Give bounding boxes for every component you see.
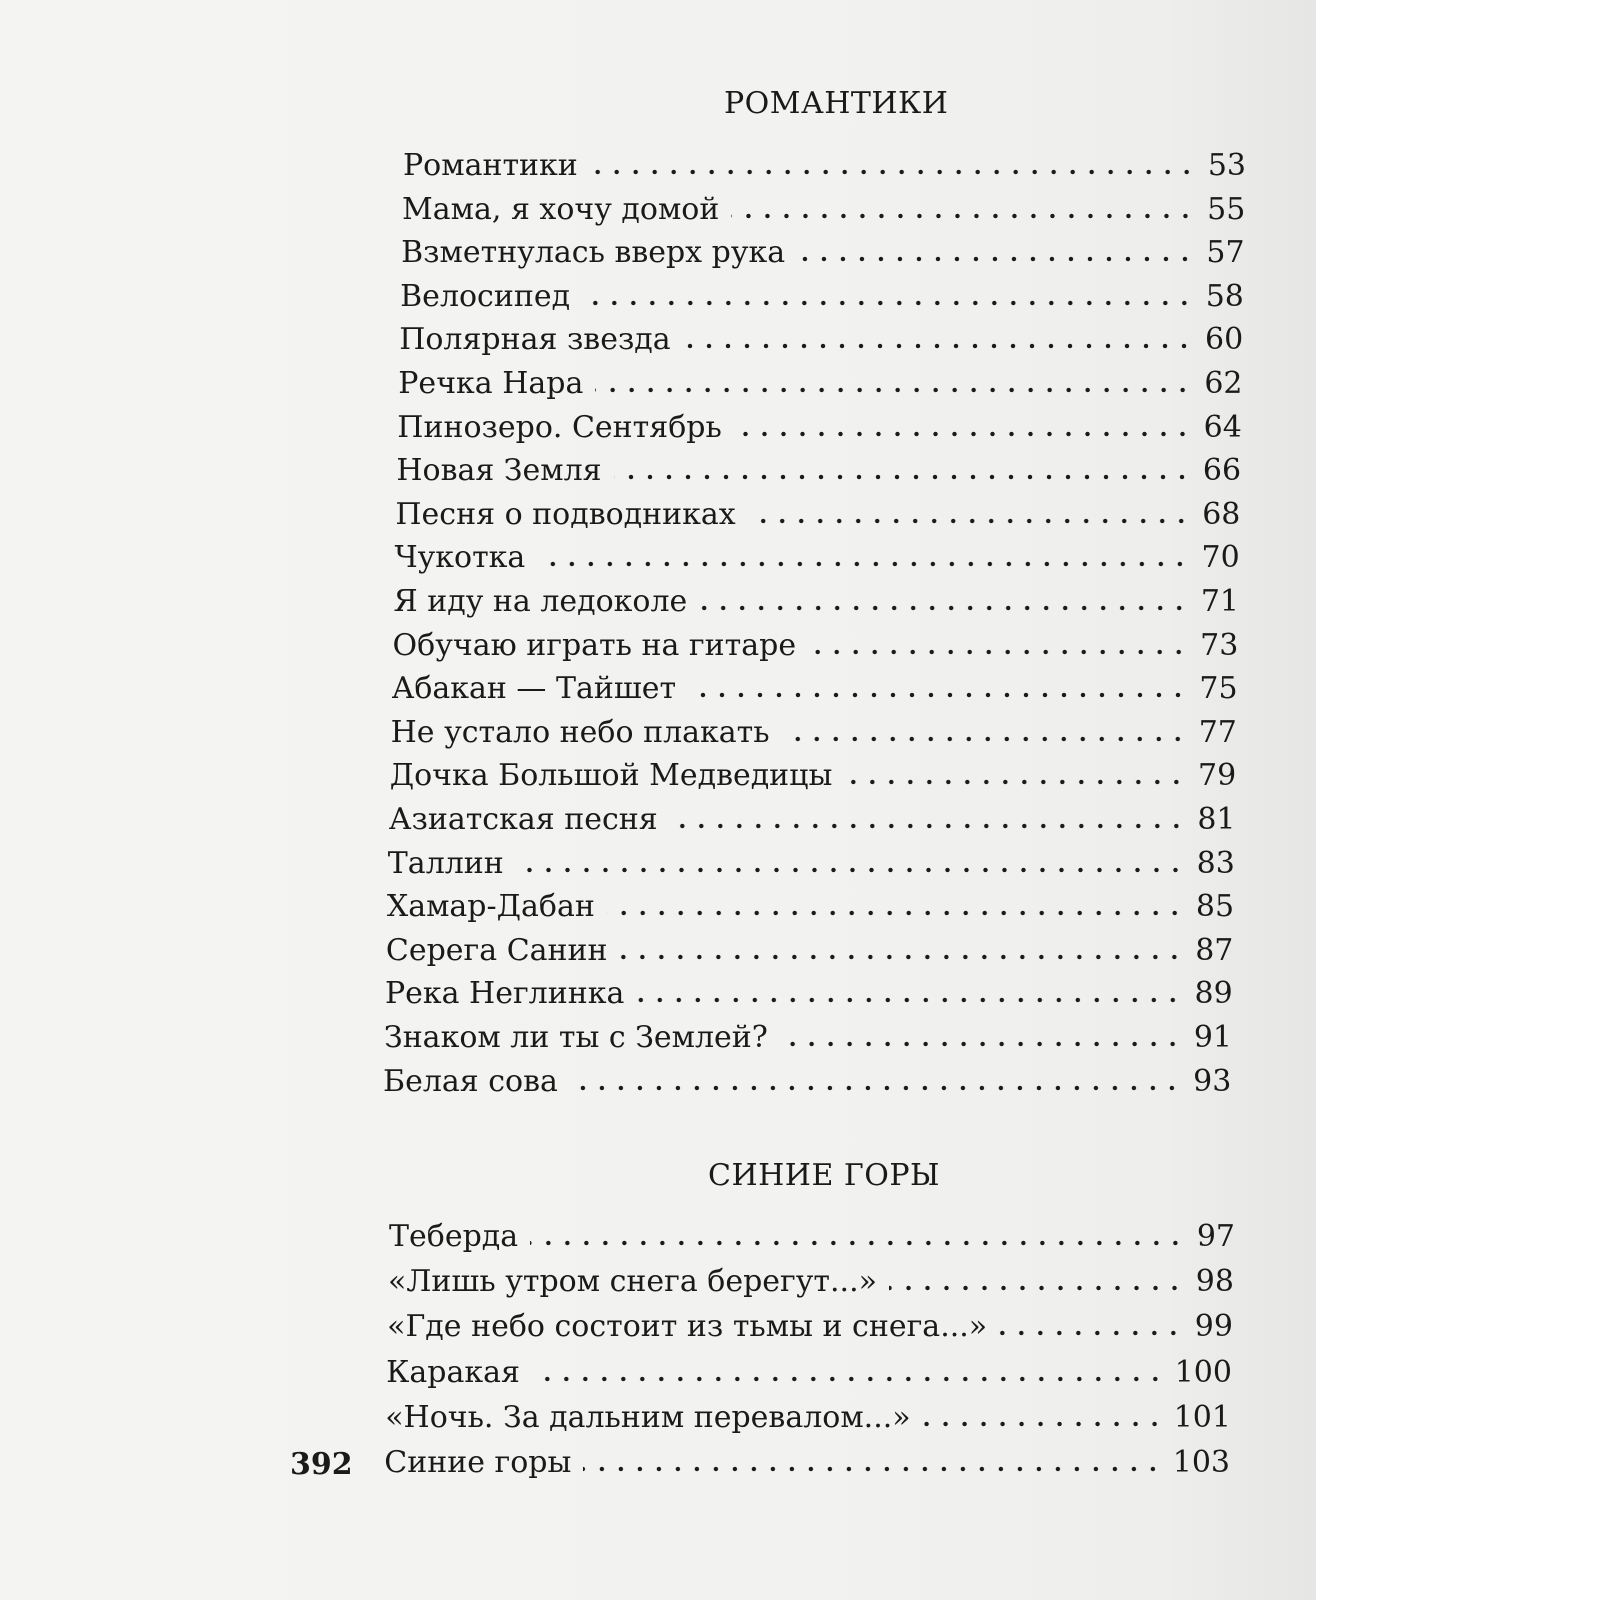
toc-entry <box>390 754 1237 798</box>
toc-entry-page: 62 <box>1204 366 1243 401</box>
toc-entry <box>387 885 1234 929</box>
dot-leader <box>537 558 1189 570</box>
toc-entry <box>396 449 1241 493</box>
toc-entry-page: 97 <box>1196 1219 1235 1254</box>
toc-entry-title: Песня о подводниках <box>395 496 736 532</box>
dot-leader <box>734 428 1192 440</box>
dot-leader <box>844 776 1186 788</box>
dot-leader <box>570 1082 1181 1094</box>
toc-entry-page: 64 <box>1203 409 1242 445</box>
toc-entry-title: Азиатская песня <box>388 802 658 837</box>
toc-entry <box>388 1260 1234 1304</box>
toc-entry-page: 58 <box>1205 278 1244 314</box>
toc-entry-title: Я иду на ледоколе <box>393 584 688 619</box>
dot-leader <box>808 646 1188 658</box>
page-number: 392 <box>290 1447 353 1482</box>
toc-entry <box>385 972 1233 1016</box>
toc-entry-page: 70 <box>1201 540 1240 576</box>
toc-entry <box>392 667 1238 711</box>
toc-entry-page: 99 <box>1194 1309 1233 1345</box>
dot-leader <box>923 1418 1164 1430</box>
toc-entry-page: 83 <box>1196 845 1235 881</box>
toc-entry-title: Обучаю играть на гитаре <box>392 627 797 663</box>
dot-leader <box>620 951 1184 963</box>
toc-entry-page: 66 <box>1202 453 1242 489</box>
dot-leader <box>748 515 1191 527</box>
section-title-romantiki: РОМАНТИКИ <box>724 86 949 121</box>
toc-entry-page: 101 <box>1173 1399 1231 1435</box>
toc-entry-title: Не устало небо плакать <box>390 714 770 750</box>
toc-entry-title: Теберда <box>389 1219 519 1254</box>
dot-leader <box>583 1463 1162 1475</box>
toc-entry-page: 87 <box>1195 932 1234 968</box>
toc-entry-page: 57 <box>1206 235 1245 271</box>
toc-entry <box>386 929 1234 973</box>
toc-entry-title: Чукотка <box>394 540 526 576</box>
toc-entry <box>393 624 1239 668</box>
dot-leader <box>688 689 1187 701</box>
dot-leader <box>607 907 1184 919</box>
dot-leader <box>614 471 1192 483</box>
toc-entry-title: Пинозеро. Сентябрь <box>397 409 722 445</box>
toc-entry-page: 79 <box>1198 758 1237 794</box>
dot-leader <box>595 384 1192 396</box>
toc-entry-title: «Лишь утром снега берегут...» <box>388 1264 877 1300</box>
dot-leader <box>590 166 1196 178</box>
toc-entry-title: Мама, я хочу домой <box>402 191 720 227</box>
toc-entry <box>385 1396 1231 1440</box>
toc-entry <box>399 318 1243 362</box>
dot-leader <box>797 253 1194 265</box>
toc-entry-title: Взметнулась вверх рука <box>401 235 786 271</box>
toc-entry-page: 91 <box>1193 1020 1232 1055</box>
toc-entry-title: Белая сова <box>383 1063 558 1099</box>
dot-leader <box>780 1038 1182 1050</box>
toc-entry <box>387 1305 1233 1349</box>
toc-entry <box>389 798 1236 842</box>
toc-entry-title: Полярная звезда <box>399 322 671 358</box>
toc-entry <box>403 144 1246 188</box>
dot-leader <box>999 1327 1183 1339</box>
toc-entry <box>391 711 1237 755</box>
toc-entry-page: 75 <box>1199 671 1238 707</box>
toc-entry-title: Абакан — Тайшет <box>391 671 677 707</box>
toc-entry-title: Каракая <box>386 1354 520 1390</box>
dot-leader <box>731 210 1195 222</box>
section-title-sinie-gory: СИНИЕ ГОРЫ <box>708 1158 941 1193</box>
dot-leader <box>699 602 1189 614</box>
dot-leader <box>582 297 1194 309</box>
toc-entry <box>388 842 1235 886</box>
toc-entry-title: Синие горы <box>384 1445 572 1480</box>
toc-entry-page: 71 <box>1200 584 1239 619</box>
toc-entry <box>400 275 1244 319</box>
toc-entry <box>401 231 1245 275</box>
toc-entry-page: 77 <box>1198 714 1237 750</box>
dot-leader <box>530 1237 1185 1249</box>
dot-leader <box>889 1282 1184 1294</box>
toc-entry-page: 85 <box>1195 889 1235 925</box>
toc-entry <box>386 1351 1232 1395</box>
toc-entry-page: 98 <box>1195 1264 1234 1300</box>
toc-entry <box>395 493 1240 537</box>
toc-entry-page: 68 <box>1202 496 1241 532</box>
toc-entry-title: Велосипед <box>400 278 571 314</box>
toc-entry-title: Романтики <box>403 148 578 183</box>
toc-entry <box>389 1215 1235 1259</box>
dot-leader <box>670 820 1186 832</box>
toc-entry-page: 53 <box>1207 148 1246 183</box>
toc-entry <box>394 536 1239 580</box>
toc-entry-page: 89 <box>1194 976 1233 1012</box>
toc-entry-page: 60 <box>1205 322 1244 358</box>
dot-leader <box>636 994 1182 1006</box>
toc-entry-title: Серега Санин <box>385 932 608 968</box>
toc-entry-title: Хамар-Дабан <box>386 889 595 925</box>
dot-leader <box>683 340 1194 352</box>
toc-entry-page: 55 <box>1207 191 1246 227</box>
toc-entry <box>402 188 1245 232</box>
dot-leader <box>532 1373 1165 1385</box>
toc-entry <box>384 1016 1232 1060</box>
dot-leader <box>516 864 1185 876</box>
toc-entry-title: Знаком ли ты с Землей? <box>384 1020 768 1055</box>
toc-entry <box>397 406 1242 450</box>
toc-entry <box>384 1441 1230 1485</box>
toc-entry-title: Таллин <box>387 845 504 881</box>
toc-entry-page: 103 <box>1172 1445 1230 1480</box>
toc-entry-title: Дочка Большой Медведицы <box>389 758 833 794</box>
page-margin <box>1316 0 1600 1600</box>
toc-entry-title: Река Неглинка <box>384 976 625 1012</box>
toc-entry-page: 93 <box>1193 1063 1232 1099</box>
toc-entry <box>398 362 1242 406</box>
toc-entry-page: 81 <box>1197 802 1236 837</box>
toc-entry-title: Речка Нара <box>398 366 584 401</box>
toc-entry-title: «Где небо состоит из тьмы и снега...» <box>387 1309 988 1345</box>
toc-entry <box>383 1060 1231 1104</box>
toc-entry-page: 100 <box>1174 1354 1232 1390</box>
toc-entry-title: Новая Земля <box>396 453 602 489</box>
toc-entry-page: 73 <box>1200 627 1239 663</box>
toc-entry <box>394 580 1240 624</box>
toc-entry-title: «Ночь. За дальним перевалом...» <box>385 1399 911 1435</box>
dot-leader <box>782 733 1187 745</box>
